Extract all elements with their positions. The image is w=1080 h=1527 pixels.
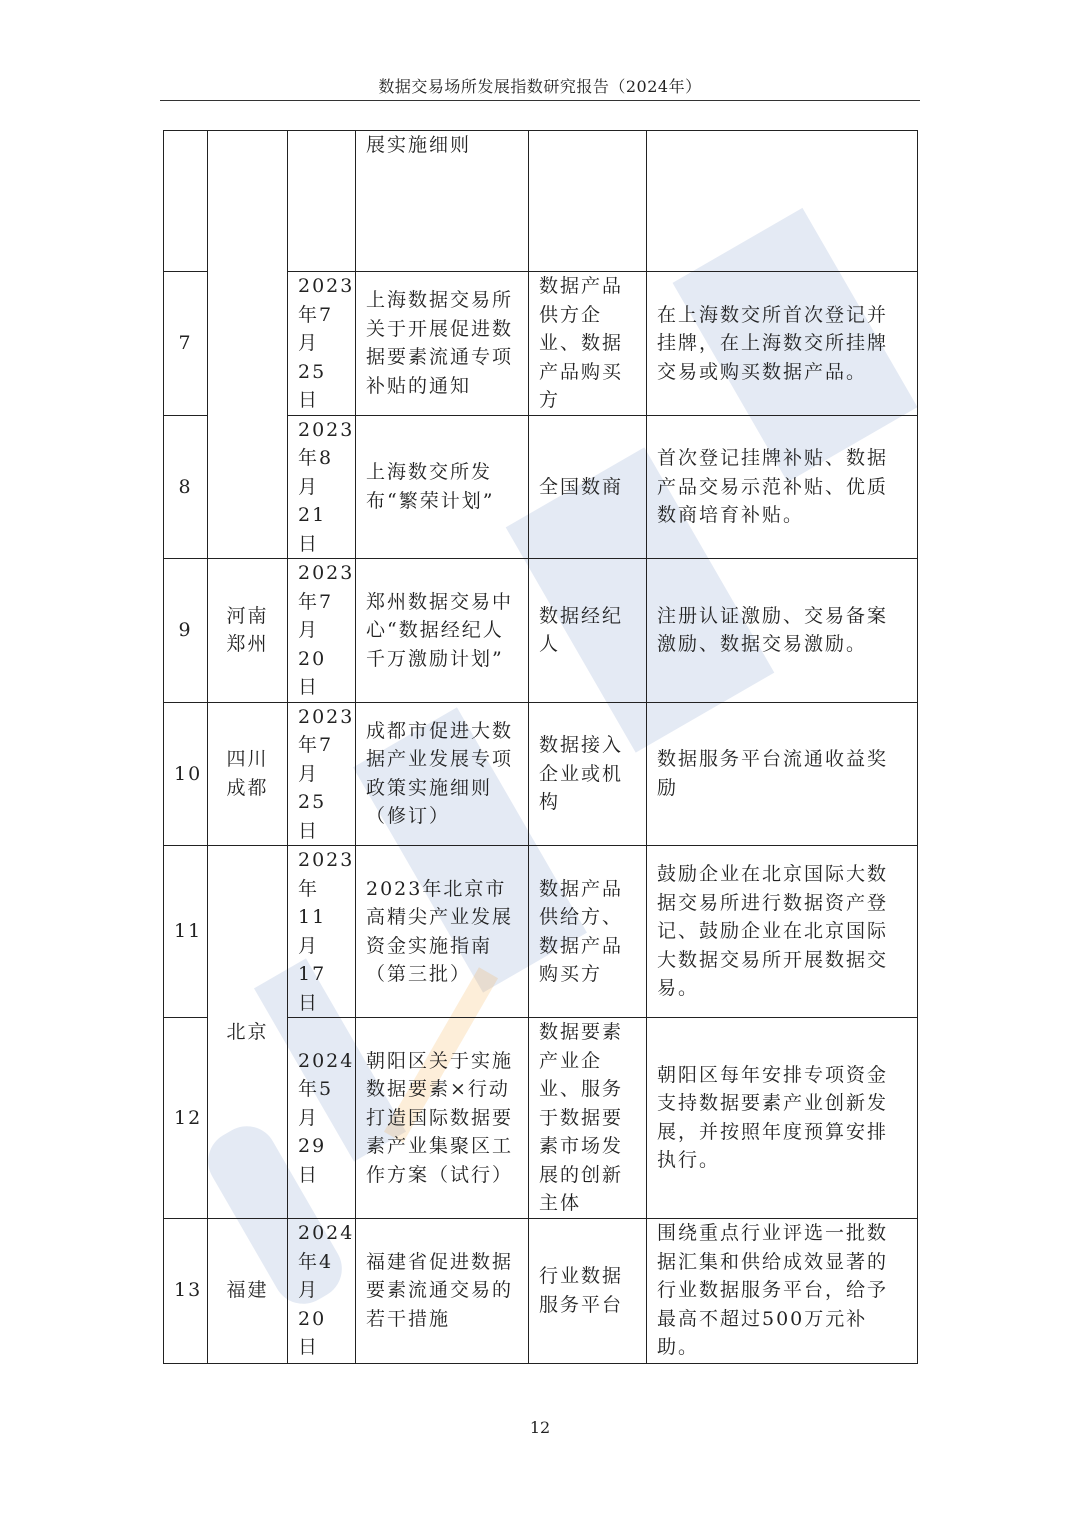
row-number: 8	[164, 415, 208, 559]
row-content: 首次登记挂牌补贴、数据产品交易示范补贴、优质数商培育补贴。	[647, 415, 918, 559]
header-rule	[160, 100, 920, 101]
row-number: 9	[164, 559, 208, 703]
row-target: 行业数据服务平台	[529, 1218, 647, 1363]
row-region: 北京	[208, 846, 288, 1219]
row-content	[647, 131, 918, 272]
row-number: 12	[164, 1018, 208, 1219]
row-target: 全国数商	[529, 415, 647, 559]
row-policy: 2023年北京市高精尖产业发展资金实施指南（第三批）	[356, 846, 529, 1018]
row-target: 数据接入企业或机构	[529, 702, 647, 846]
row-content: 注册认证激励、交易备案激励、数据交易激励。	[647, 559, 918, 703]
row-date: 2023年8月21日	[288, 415, 356, 559]
row-date: 2024年4月20日	[288, 1218, 356, 1363]
row-target	[529, 131, 647, 272]
row-number: 11	[164, 846, 208, 1018]
row-region	[208, 131, 288, 559]
row-target: 数据经纪人	[529, 559, 647, 703]
row-policy: 郑州数据交易中心“数据经纪人千万激励计划”	[356, 559, 529, 703]
row-policy: 福建省促进数据要素流通交易的若干措施	[356, 1218, 529, 1363]
row-content: 数据服务平台流通收益奖励	[647, 702, 918, 846]
row-target: 数据产品供给方、数据产品购买方	[529, 846, 647, 1018]
row-number: 7	[164, 272, 208, 416]
table-row	[164, 702, 918, 846]
table-row	[164, 131, 918, 272]
table-row	[164, 1218, 918, 1363]
row-date: 2023年7月25日	[288, 272, 356, 416]
row-number: 13	[164, 1218, 208, 1363]
table-row	[164, 559, 918, 703]
row-policy: 成都市促进大数据产业发展专项政策实施细则（修订）	[356, 702, 529, 846]
row-content: 围绕重点行业评选一批数据汇集和供给成效显著的行业数据服务平台，给予最高不超过500万元补助。	[647, 1218, 918, 1363]
page-number: 12	[529, 1418, 551, 1437]
row-content: 鼓励企业在北京国际大数据交易所进行数据资产登记、鼓励企业在北京国际大数据交易所开展数据交易。	[647, 846, 918, 1018]
row-target: 数据产品供方企业、数据产品购买方	[529, 272, 647, 416]
row-policy: 上海数交所发布“繁荣计划”	[356, 415, 529, 559]
row-content: 在上海数交所首次登记并挂牌，在上海数交所挂牌交易或购买数据产品。	[647, 272, 918, 416]
row-date: 2023年11月17日	[288, 846, 356, 1018]
row-target: 数据要素产业企业、服务于数据要素市场发展的创新主体	[529, 1018, 647, 1219]
row-policy: 朝阳区关于实施数据要素×行动打造国际数据要素产业集聚区工作方案（试行）	[356, 1018, 529, 1219]
row-policy: 上海数据交易所关于开展促进数据要素流通专项补贴的通知	[356, 272, 529, 416]
row-date	[288, 131, 356, 272]
row-number: 10	[164, 702, 208, 846]
row-policy: 展实施细则	[356, 131, 529, 272]
row-date: 2024年5月29日	[288, 1018, 356, 1219]
row-region: 四川成都	[208, 702, 288, 846]
page-header: 数据交易场所发展指数研究报告（2024年）	[378, 77, 702, 96]
row-region: 福建	[208, 1218, 288, 1363]
row-number	[164, 131, 208, 272]
policy-table	[163, 130, 918, 1364]
row-region: 河南郑州	[208, 559, 288, 703]
table-row	[164, 846, 918, 1018]
row-date: 2023年7月25日	[288, 702, 356, 846]
row-content: 朝阳区每年安排专项资金支持数据要素产业创新发展，并按照年度预算安排执行。	[647, 1018, 918, 1219]
row-date: 2023年7月20日	[288, 559, 356, 703]
